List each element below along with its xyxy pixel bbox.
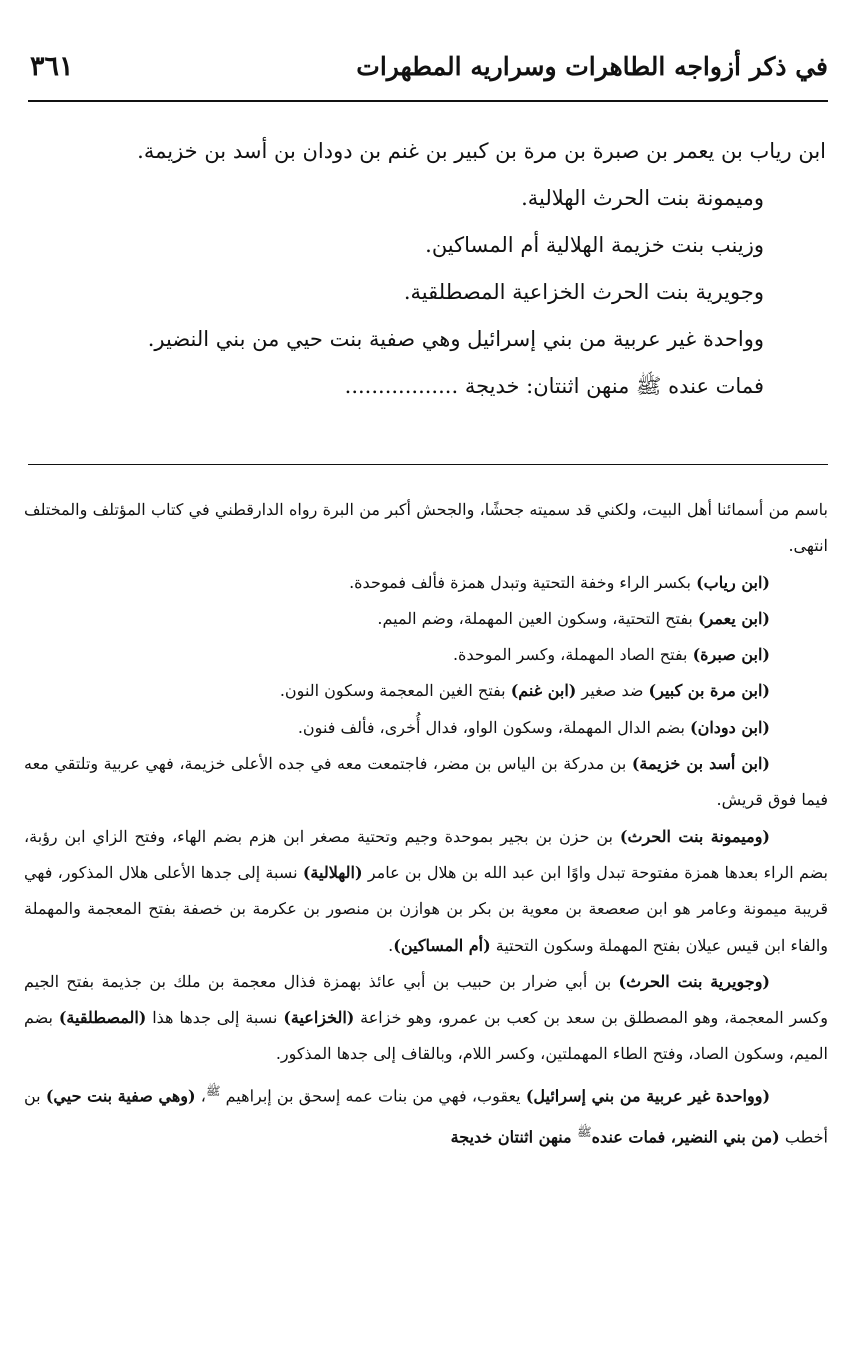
main-line-5: وواحدة غير عربية من بني إسرائيل وهي صفية بنت حيي من بني النضير. bbox=[147, 327, 764, 351]
note-paragraph-8 bbox=[24, 819, 828, 964]
main-line-3: وزينب بنت خزيمة الهلالية أم المساكين. bbox=[425, 233, 764, 257]
note-paragraph-7 bbox=[24, 746, 828, 819]
lemma: (من بني النضير، فمات عنده bbox=[591, 1127, 780, 1147]
note-text: بن أخطب bbox=[24, 1086, 828, 1147]
note-paragraph-4 bbox=[24, 637, 828, 673]
note-text: ، bbox=[195, 1086, 206, 1106]
lemma: منهن اثنتان خديجة bbox=[450, 1127, 578, 1147]
running-title: في ذكر أزواجه الطاهرات وسراريه المطهرات bbox=[356, 51, 828, 81]
note-paragraph-10 bbox=[24, 1073, 828, 1156]
note-paragraph-1: باسم من أسمائنا أهل البيت، ولكني قد سميته جحشًا، والجحش أكبر من البرة رواه الدارقطني في كتاب المؤتلف والمختلف انتهى. bbox=[24, 500, 828, 556]
note-text: بفتح الصاد المهملة، وكسر الموحدة. bbox=[452, 645, 693, 665]
note-text: نسبة إلى جدها الأعلى هلال المذكور، فهي قريبة ميمونة وعامر هو ابن صعصعة بن معوية بن بكر بن هوازن بن منصور بن عكرمة بن خصفة بفتح المعجمة والمهملة والفاء ابن قيس عيلان بفتح المهملة وسكون التحتية bbox=[24, 862, 829, 955]
note-text: بكسر الراء وخفة التحتية وتبدل همزة فألف فموحدة. bbox=[349, 572, 697, 592]
note-text: بن أبي ضرار بن حبيب بن أبي عائذ بهمزة فذال معجمة بن ملك بن جذيمة بفتح الجيم وكسر المعجمة، وهو المصطلق بن سعد بن كعب بن عمرو، وهو خزاعة bbox=[24, 971, 828, 1028]
note-text: بفتح الغين المعجمة وسكون النون. bbox=[279, 681, 511, 701]
lemma: (أم المساكين) bbox=[393, 935, 491, 955]
lemma: (وواحدة غير عربية من بني إسرائيل) bbox=[525, 1086, 771, 1106]
note-paragraph-6 bbox=[24, 710, 828, 746]
header-divider bbox=[28, 100, 828, 102]
main-line-4: وجويرية بنت الحرث الخزاعية المصطلقية. bbox=[403, 280, 764, 304]
main-line-1: ابن رياب بن يعمر بن صبرة بن مرة بن كبير بن غنم بن دودان بن أسد بن خزيمة. bbox=[137, 139, 826, 163]
lemma: (المصطلقية) bbox=[58, 1008, 147, 1028]
salutation-mark: ﷺ bbox=[577, 1125, 592, 1140]
note-text: ضد صغير bbox=[576, 681, 649, 701]
note-text: بضم الميم، وسكون الصاد، وفتح الطاء المهملتين، وكسر اللام، وبالقاف إلى جدها المذكور. bbox=[24, 1008, 828, 1064]
commentary bbox=[24, 492, 828, 1156]
lemma: (ابن رياب) bbox=[696, 572, 770, 592]
note-text: بفتح التحتية، وسكون العين المهملة، وضم الميم. bbox=[377, 608, 698, 628]
lemma: (ابن مرة بن كبير) bbox=[648, 681, 770, 701]
lemma: (ابن صبرة) bbox=[692, 645, 770, 665]
main-line-6-start: فمات عنده bbox=[668, 374, 764, 398]
note-text: . bbox=[388, 935, 394, 955]
lemma: (ابن أسد بن خزيمة) bbox=[631, 754, 770, 774]
main-text bbox=[30, 128, 826, 410]
salutation-mark: ﷺ bbox=[636, 374, 662, 398]
lemma: (ابن غنم) bbox=[510, 681, 577, 701]
note-text: يعقوب، فهي من بنات عمه إسحق بن إبراهيم bbox=[220, 1086, 526, 1106]
note-text: بن مدركة بن الياس بن مضر، فاجتمعت معه في جده الأعلى خزيمة، فهي عربية وتلتقي معه فيما فوق قريش. bbox=[24, 754, 828, 810]
note-paragraph-2 bbox=[24, 565, 828, 601]
lemma: (وهي صفية بنت حيي) bbox=[45, 1086, 196, 1106]
lemma: (الهلالية) bbox=[302, 862, 363, 882]
note-paragraph-9 bbox=[24, 964, 828, 1073]
note-paragraph-3 bbox=[24, 601, 828, 637]
main-line-6-end: منهن اثنتان: خديجة bbox=[464, 374, 630, 398]
footnote-divider bbox=[28, 464, 828, 465]
note-text: بن حزن بن بجير بموحدة وجيم وتحتية مصغر ابن هزم بضم الهاء، وفتح الزاي ابن رؤبة، بضم الراء بعدها همزة مفتوحة تبدل واوًا ابن عبد الله بن هلال بن عامر bbox=[24, 826, 829, 882]
note-text: نسبة إلى جدها هذا bbox=[146, 1008, 284, 1028]
note-text: بضم الدال المهملة، وسكون الواو، فدال أُخرى، فألف فنون. bbox=[297, 717, 691, 737]
main-line-2: وميمونة بنت الحرث الهلالية. bbox=[521, 186, 764, 210]
page-header bbox=[30, 40, 828, 92]
salutation-mark: ﷺ bbox=[205, 1083, 221, 1098]
page-number: ٣٦١ bbox=[30, 50, 74, 82]
lemma: (ابن دودان) bbox=[690, 717, 770, 737]
note-paragraph-5 bbox=[24, 673, 828, 709]
lemma: (وميمونة بنت الحرث) bbox=[619, 826, 771, 846]
main-line-6 bbox=[30, 363, 826, 410]
lemma: (الخزاعية) bbox=[283, 1008, 355, 1028]
continuation-dots: ................. bbox=[344, 374, 459, 398]
lemma: (ابن يعمر) bbox=[697, 608, 770, 628]
lemma: (وجويرية بنت الحرث) bbox=[618, 971, 770, 991]
